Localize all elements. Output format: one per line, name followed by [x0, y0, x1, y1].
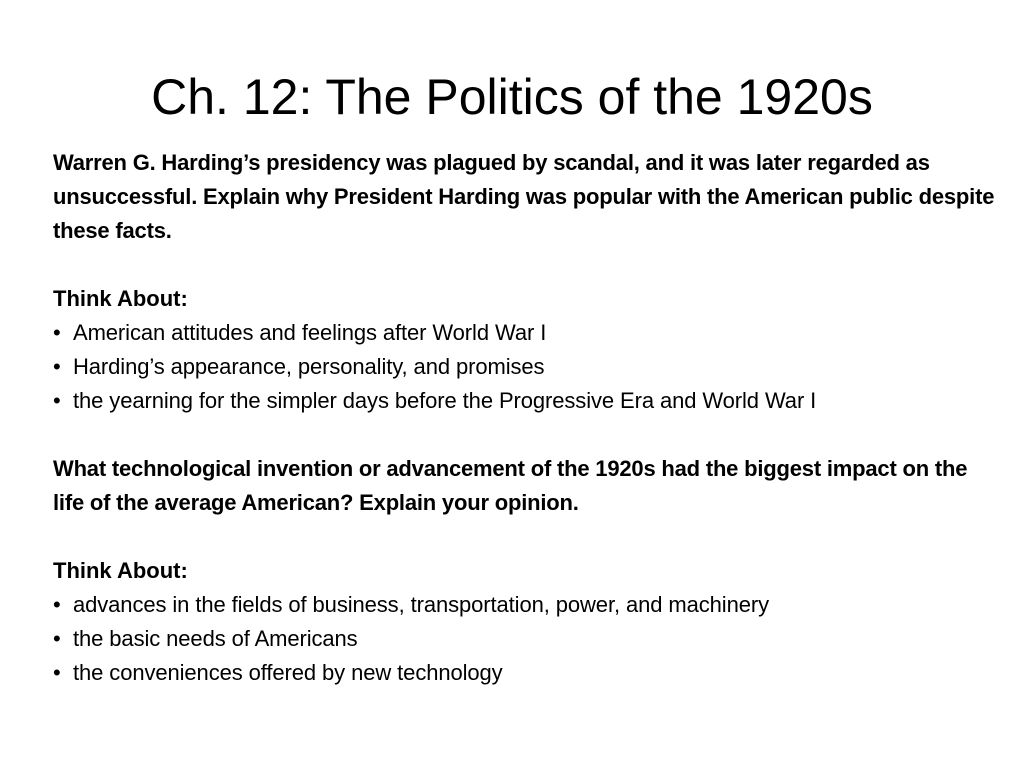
bullet-icon: •	[53, 626, 61, 651]
question-text: Warren G. Harding’s presidency was plagued by scandal, and it was later regarded as unsuccessful. Explain why President Harding was popular with the American public despite these facts.	[53, 150, 995, 243]
bullet-item	[53, 656, 1003, 690]
bullet-item	[53, 316, 1003, 350]
slide-title: Ch. 12: The Politics of the 1920s	[151, 69, 873, 125]
spacer	[53, 248, 1003, 282]
think-about-label: Think About:	[53, 558, 188, 583]
bullet-text: American attitudes and feelings after World War I	[73, 320, 547, 345]
bullet-text: the yearning for the simpler days before the Progressive Era and World War I	[73, 388, 817, 413]
question-section-1	[53, 146, 1003, 418]
bullet-icon: •	[53, 354, 61, 379]
bullet-item	[53, 588, 1003, 622]
spacer	[53, 520, 1003, 554]
bullet-item	[53, 350, 1003, 384]
bullet-item	[53, 384, 1003, 418]
bullet-text: advances in the fields of business, transportation, power, and machinery	[73, 592, 769, 617]
bullet-text: Harding’s appearance, personality, and promises	[73, 354, 545, 379]
bullet-icon: •	[53, 592, 61, 617]
bullet-item	[53, 622, 1003, 656]
bullet-icon: •	[53, 660, 61, 685]
spacer	[53, 418, 1003, 452]
bullet-icon: •	[53, 388, 61, 413]
think-about-label: Think About:	[53, 286, 188, 311]
question-section-2	[53, 452, 1003, 690]
bullet-text: the conveniences offered by new technology	[73, 660, 503, 685]
bullet-text: the basic needs of Americans	[73, 626, 358, 651]
question-text: What technological invention or advancement of the 1920s had the biggest impact on the life of the average American? Explain your opinion.	[53, 456, 968, 515]
slide-body	[53, 146, 1003, 690]
bullet-icon: •	[53, 320, 61, 345]
